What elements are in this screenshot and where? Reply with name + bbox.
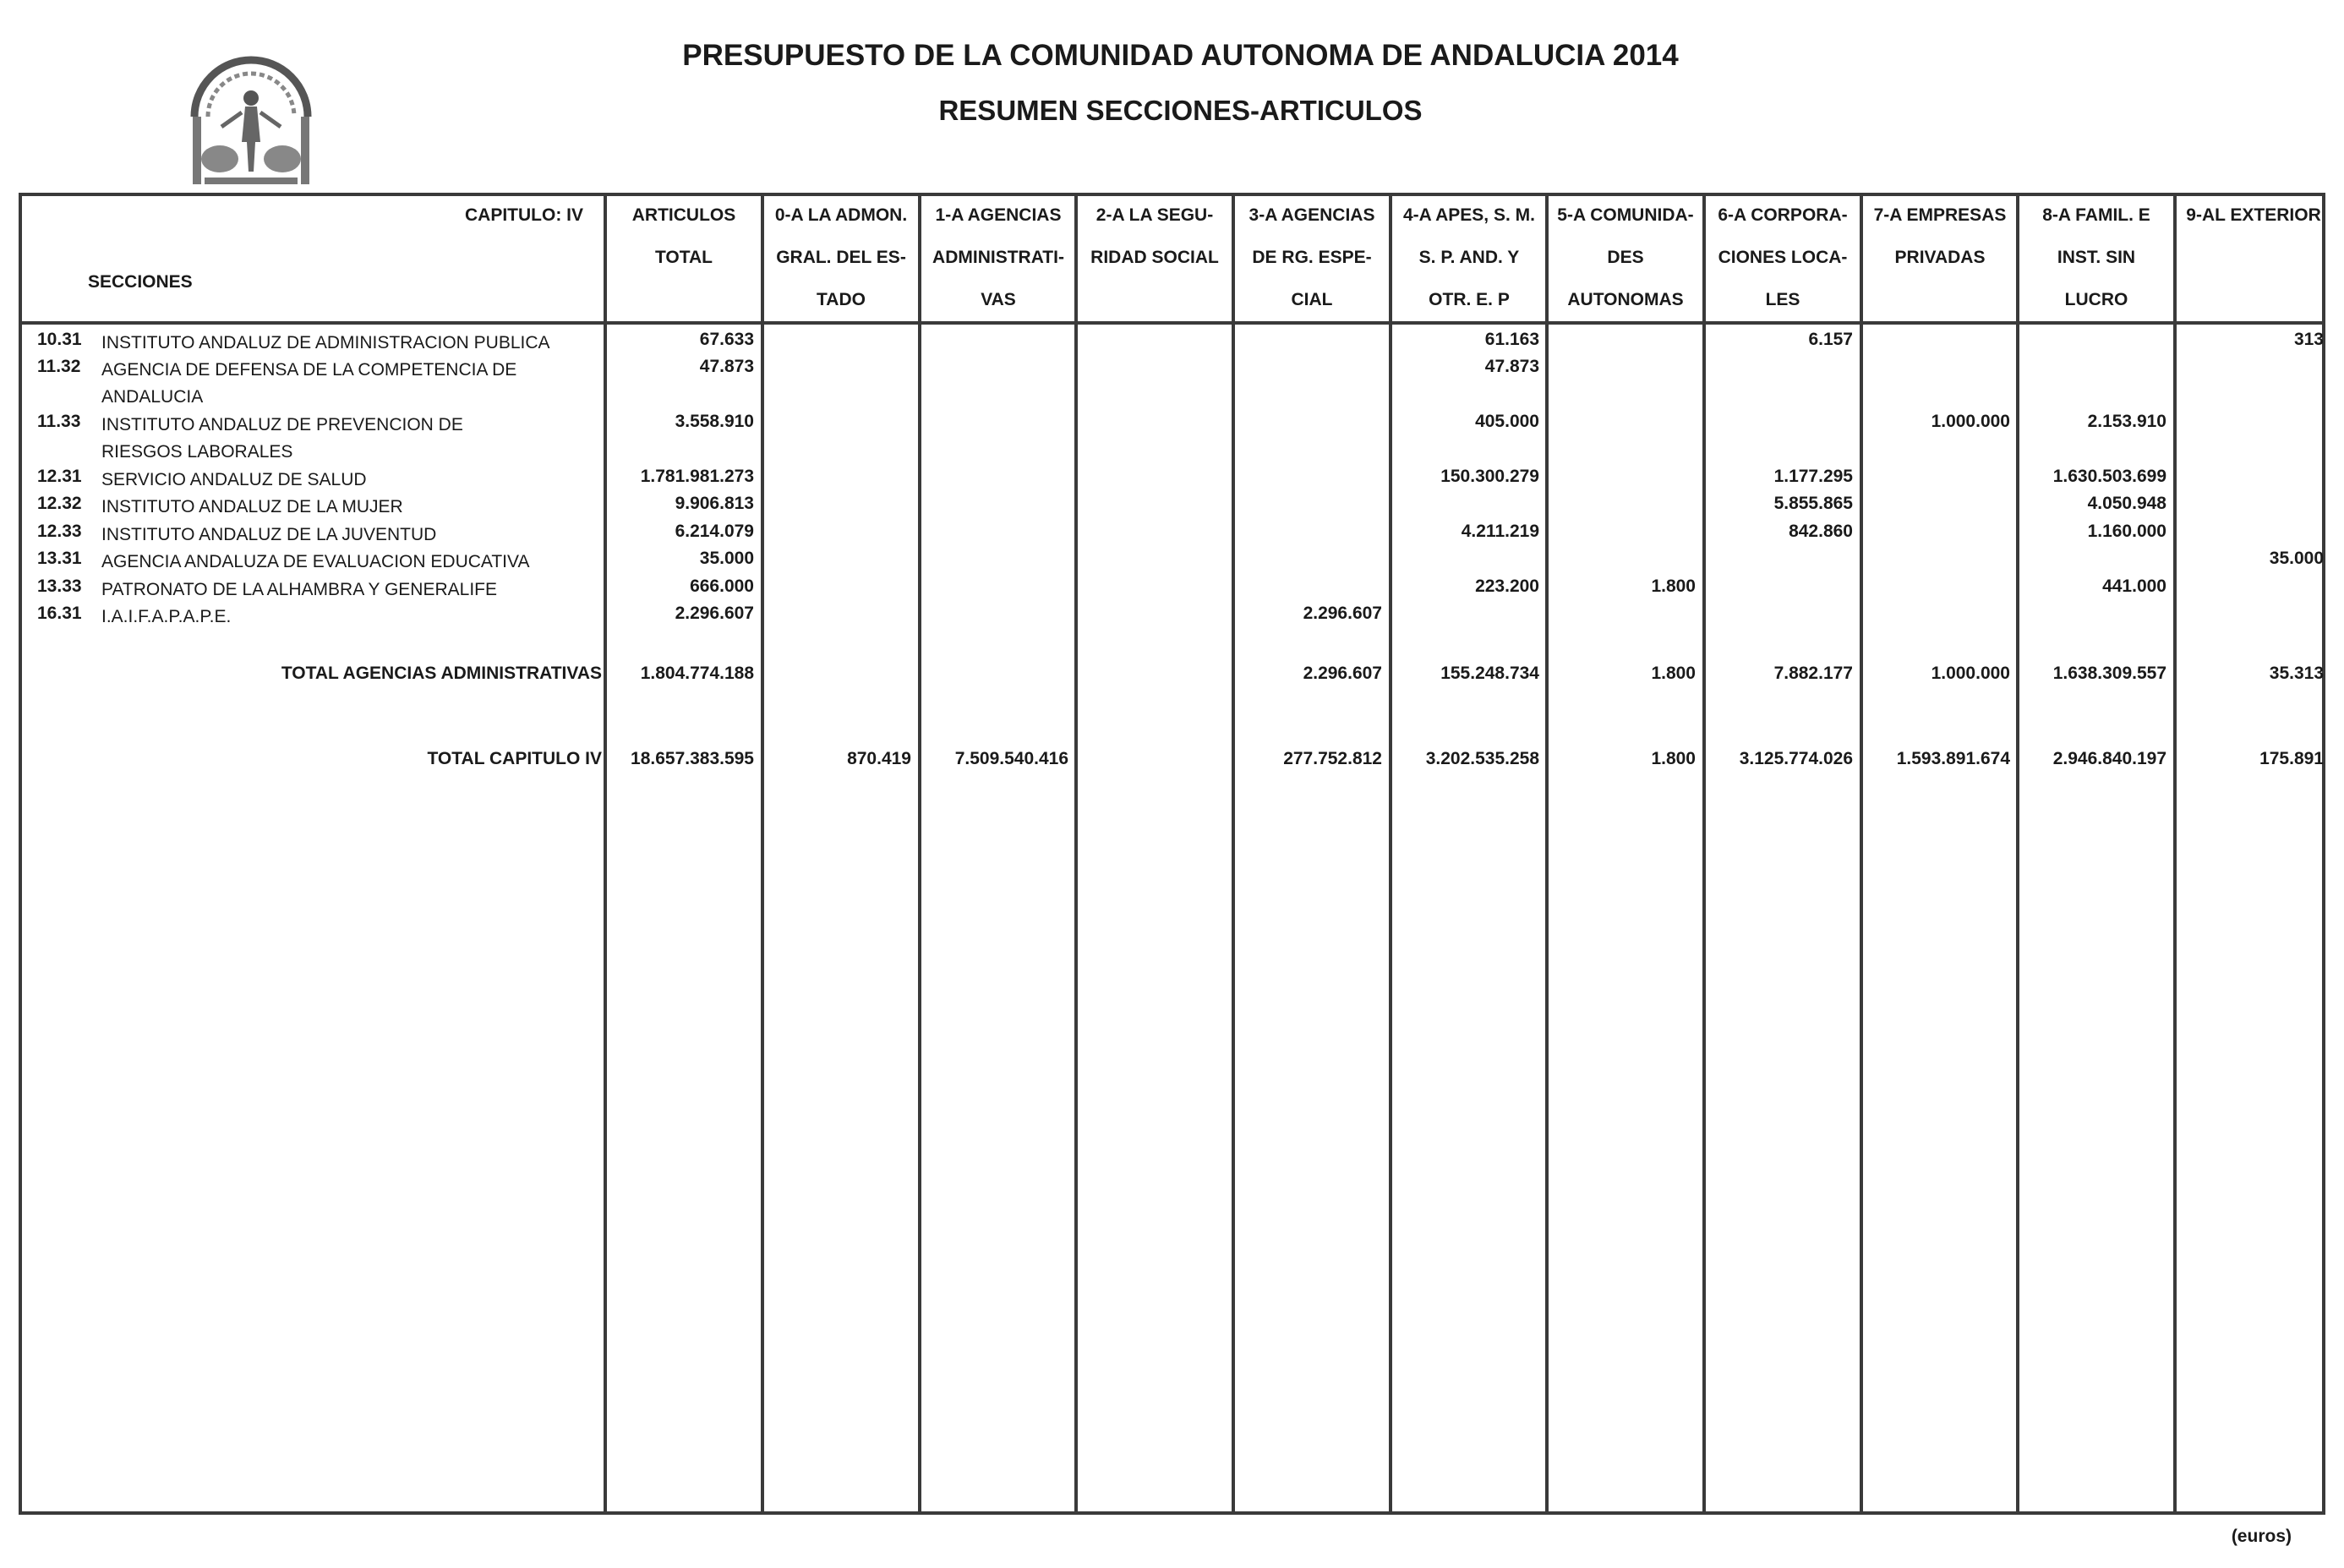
column-divider [918, 193, 921, 1515]
cell-value: 223.200 [1475, 576, 1539, 596]
column-header-line: DES [1607, 248, 1644, 267]
section-code: 12.31 [37, 467, 82, 486]
cell-value: 150.300.279 [1440, 467, 1539, 486]
column-header-line: INST. SIN [2057, 248, 2136, 267]
section-code: 10.31 [37, 330, 82, 349]
total-label: TOTAL AGENCIAS ADMINISTRATIVAS [281, 664, 602, 683]
column-header-line [2175, 237, 2332, 279]
total-value: 1.800 [1651, 749, 1696, 768]
total-value: 155.248.734 [1440, 664, 1539, 683]
section-code: 13.33 [37, 576, 82, 596]
column-divider [2016, 193, 2019, 1515]
document-title: PRESUPUESTO DE LA COMUNIDAD AUTONOMA DE ANDALUCIA 2014 [682, 39, 1679, 72]
total-value: 18.657.383.595 [631, 749, 754, 768]
column-header [1233, 194, 1391, 321]
table-row [0, 576, 2344, 604]
table-row [0, 549, 2344, 576]
total-value: 870.419 [847, 749, 911, 768]
document-subtitle: RESUMEN SECCIONES-ARTICULOS [938, 95, 1423, 126]
total-value: 1.593.891.674 [1896, 749, 2010, 768]
total-value: 7.882.177 [1773, 664, 1853, 683]
cell-value: 3.558.910 [675, 412, 754, 431]
cell-value: 67.633 [699, 330, 754, 349]
column-header [920, 194, 1077, 321]
total-value: 1.000.000 [1931, 664, 2010, 683]
cell-value: 2.153.910 [2087, 412, 2166, 431]
total-row [0, 664, 2344, 689]
column-header-line: LUCRO [2064, 290, 2128, 309]
column-header-line: ADMINISTRATI- [932, 248, 1064, 267]
total-row [0, 749, 2344, 774]
column-header-line: DE RG. ESPE- [1252, 248, 1372, 267]
total-value: 7.509.540.416 [954, 749, 1068, 768]
total-value: 175.891 [2259, 749, 2324, 768]
cell-value: 4.211.219 [1461, 522, 1539, 541]
table-row [0, 412, 2344, 462]
table-row [0, 357, 2344, 407]
column-divider [1389, 193, 1392, 1515]
column-header-line: PRIVADAS [1894, 248, 1986, 267]
cell-value: 666.000 [690, 576, 754, 596]
cell-value: 1.800 [1651, 576, 1696, 596]
column-header-line: CIONES LOCA- [1718, 248, 1848, 267]
column-header [1704, 194, 1861, 321]
cell-value: 4.050.948 [2087, 494, 2166, 513]
total-value: 1.638.309.557 [2052, 664, 2166, 683]
column-header-line: S. P. AND. Y [1418, 248, 1520, 267]
table-row [0, 522, 2344, 549]
cell-value: 441.000 [2102, 576, 2166, 596]
section-code: 13.31 [37, 549, 82, 568]
cell-value: 6.157 [1808, 330, 1853, 349]
total-value: 277.752.812 [1283, 749, 1382, 768]
cell-value: 842.860 [1789, 522, 1853, 541]
total-value: 1.800 [1651, 664, 1696, 683]
column-divider [1545, 193, 1549, 1515]
total-value: 2.946.840.197 [2052, 749, 2166, 768]
section-name: AGENCIA ANDALUZA DE EVALUACION EDUCATIVA [101, 552, 530, 571]
cell-value: 1.781.981.273 [640, 467, 754, 486]
column-divider [1860, 193, 1863, 1515]
cell-value: 1.160.000 [2087, 522, 2166, 541]
column-header-line: LES [1765, 290, 1800, 309]
section-code: 11.33 [37, 412, 81, 431]
column-header-line [2175, 279, 2332, 321]
total-value: 1.804.774.188 [640, 664, 754, 683]
column-header-line: CIAL [1291, 290, 1333, 309]
section-name: INSTITUTO ANDALUZ DE LA JUVENTUD [101, 525, 437, 544]
column-divider [2173, 193, 2177, 1515]
column-header-line: GRAL. DEL ES- [776, 248, 906, 267]
column-header-line: 8-A FAMIL. E [2042, 205, 2150, 225]
cell-value: 1.000.000 [1931, 412, 2010, 431]
column-header-line: TOTAL [654, 248, 713, 267]
column-header-line: ARTICULOS [631, 205, 736, 225]
column-header-line: 6-A CORPORA- [1718, 205, 1848, 225]
section-name: INSTITUTO ANDALUZ DE ADMINISTRACION PUBLICA [101, 333, 550, 352]
column-header-line: 9-AL EXTERIOR [2186, 205, 2321, 225]
total-value: 35.313 [2269, 664, 2324, 683]
column-divider [1702, 193, 1706, 1515]
unit-note: (euros) [2231, 1527, 2292, 1546]
table-row [0, 467, 2344, 494]
capitulo-label: CAPITULO: IV [465, 205, 583, 225]
section-code: 12.32 [37, 494, 82, 513]
column-header-line: 4-A APES, S. M. [1403, 205, 1535, 225]
section-name: AGENCIA DE DEFENSA DE LA COMPETENCIA DE ANDALUCIA [101, 360, 517, 407]
column-header [2175, 194, 2332, 321]
cell-value: 1.177.295 [1773, 467, 1853, 486]
section-code: 11.32 [37, 357, 81, 376]
column-header [1391, 194, 1548, 321]
section-name: INSTITUTO ANDALUZ DE LA MUJER [101, 497, 403, 516]
column-header [605, 194, 762, 321]
column-header-line: RIDAD SOCIAL [1090, 248, 1219, 267]
header-divider [19, 321, 2325, 325]
cell-value: 5.855.865 [1773, 494, 1853, 513]
column-header-line [1861, 279, 2019, 321]
table-row [0, 604, 2344, 631]
secciones-label: SECCIONES [88, 272, 193, 292]
section-name: SERVICIO ANDALUZ DE SALUD [101, 470, 367, 489]
column-header-line: OTR. E. P [1429, 290, 1510, 309]
column-header-line: 7-A EMPRESAS [1873, 205, 2007, 225]
cell-value: 9.906.813 [675, 494, 754, 513]
section-name: PATRONATO DE LA ALHAMBRA Y GENERALIFE [101, 580, 497, 599]
cell-value: 2.296.607 [675, 604, 754, 623]
total-value: 3.125.774.026 [1739, 749, 1853, 768]
column-header [1076, 194, 1233, 321]
column-header [2018, 194, 2175, 321]
total-value: 3.202.535.258 [1425, 749, 1539, 768]
column-header-line [1076, 279, 1233, 321]
total-value: 2.296.607 [1303, 664, 1382, 683]
cell-value: 313 [2293, 330, 2324, 349]
cell-value: 2.296.607 [1303, 604, 1382, 623]
column-header-line: AUTONOMAS [1567, 290, 1684, 309]
column-header-line: 3-A AGENCIAS [1248, 205, 1375, 225]
column-header-line: 2-A LA SEGU- [1096, 205, 1214, 225]
cell-value: 47.873 [699, 357, 754, 376]
column-divider [604, 193, 607, 1515]
cell-value: 1.630.503.699 [2052, 467, 2166, 486]
column-header-line: 0-A LA ADMON. [774, 205, 908, 225]
cell-value: 6.214.079 [675, 522, 754, 541]
column-header-line [605, 279, 762, 321]
cell-value: 61.163 [1484, 330, 1539, 349]
cell-value: 35.000 [699, 549, 754, 568]
column-header-line: 5-A COMUNIDA- [1557, 205, 1694, 225]
column-header-line: VAS [981, 290, 1016, 309]
column-divider [1074, 193, 1078, 1515]
table-row [0, 494, 2344, 521]
cell-value: 35.000 [2269, 549, 2324, 568]
table-row [0, 330, 2344, 357]
column-divider [1232, 193, 1235, 1515]
total-label: TOTAL CAPITULO IV [427, 749, 602, 768]
column-divider [761, 193, 764, 1515]
column-header-line: TADO [817, 290, 866, 309]
cell-value: 405.000 [1475, 412, 1539, 431]
section-name: INSTITUTO ANDALUZ DE PREVENCION DE RIESGOS LABORALES [101, 415, 463, 462]
column-header [762, 194, 920, 321]
section-code: 12.33 [37, 522, 82, 541]
section-name: I.A.I.F.A.P.A.P.E. [101, 607, 232, 626]
section-code: 16.31 [37, 604, 82, 623]
column-header [1547, 194, 1704, 321]
cell-value: 47.873 [1484, 357, 1539, 376]
column-header-line: 1-A AGENCIAS [935, 205, 1062, 225]
column-header [1861, 194, 2019, 321]
